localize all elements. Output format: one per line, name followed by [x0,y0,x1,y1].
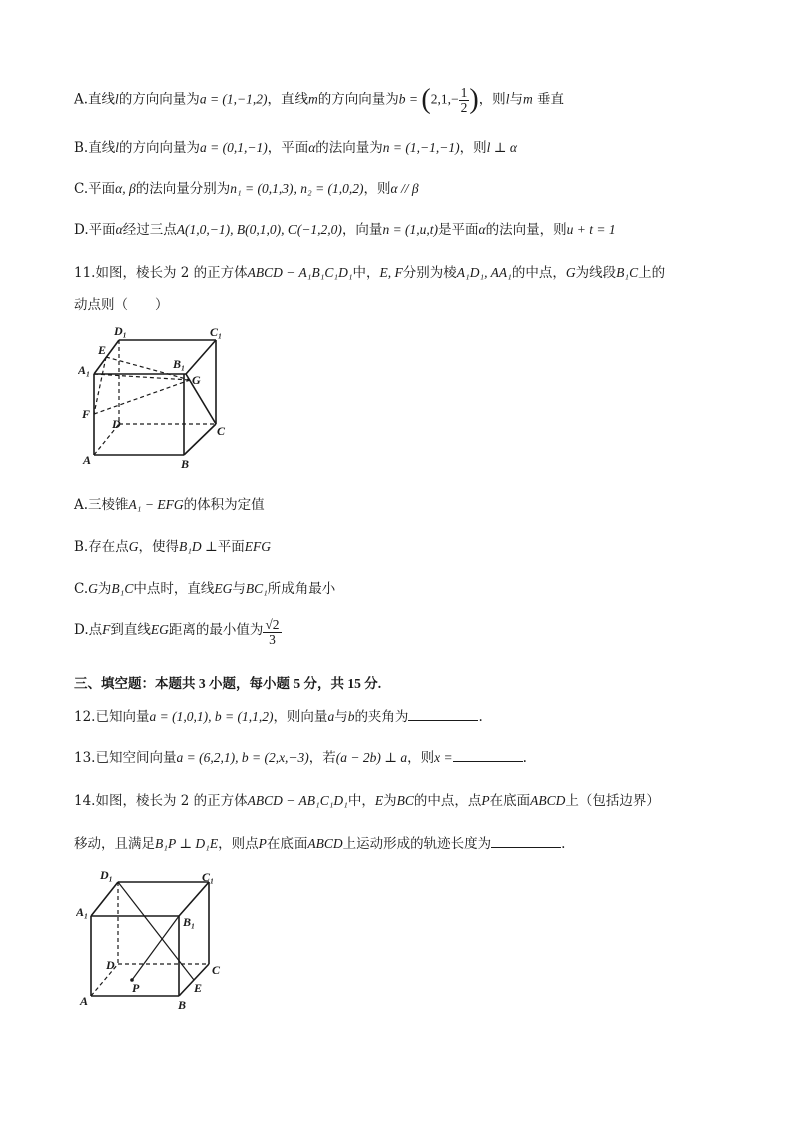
q10-option-b: B.直线l的方向向量为a = (0,1,−1)，平面α的法向量为n = (1,−1,−1)，则l ⊥ α [74,140,517,156]
label-A: A [83,453,92,467]
label-A: A [80,994,89,1008]
q14-line1: 14.如图，棱长为 2 的正方体ABCD − AB₁C₁D₁中，E为BC的中点，点P在底面ABCD上（包括边界） [74,793,660,809]
label-P: P [132,981,140,995]
label-F: F [82,407,91,421]
section-title: 三、填空题：本题共 3 小题，每小题 5 分，共 15 分. [74,676,382,691]
q14-answer-blank[interactable] [491,835,561,848]
label-A1: A₁ [78,363,91,377]
q12-answer-blank[interactable] [408,708,478,721]
label-C1: C₁ [210,325,223,339]
q11-option-a: A.三棱锥A₁ − EFG的体积为定值 [74,497,265,513]
label-D: D [112,417,121,431]
label-C: C [212,963,221,977]
label-B: B [178,998,187,1012]
q11-option-d: D.点F到直线EG距离的最小值为 $\frac{√2}{3}$ [74,617,280,647]
q11-stem-line1: 11.如图，棱长为 2 的正方体ABCD − A₁B₁C₁D₁中，E, F分别为棱A₁D₁, AA₁的中点，G为线段B₁C上的 [74,265,666,281]
label-D1: D₁ [114,324,127,338]
q14-line2: 移动，且满足B₁P ⊥ D₁E，则点P在底面ABCD上运动形成的轨迹长度为 . [74,836,566,852]
q12: 12.已知向量a = (1,0,1), b = (1,1,2)，则向量a与b的夹角为 . [74,709,483,725]
label-B: B [181,457,190,471]
label-C: C [217,424,226,438]
q10-option-c: C.平面α, β的法向量分别为n₁ = (0,1,3), n₂ = (1,0,2)，则α // β [74,181,419,197]
label-A1: A₁ [76,905,89,919]
label-B1: B₁ [183,915,196,929]
label-D: D [106,958,115,972]
label-E: E [194,981,203,995]
q11-cube-figure [78,322,238,472]
q11-option-b: B.存在点G，使得B₁D ⊥平面EFG [74,539,271,555]
label-E: E [98,343,107,357]
label-B1: B₁ [173,357,186,371]
q14-cube-figure [76,866,226,1014]
q13-answer-blank[interactable] [453,749,523,762]
q10-option-a: A.直线l的方向向量为a = (1,−1,2)，直线m的方向向量为b = (2,1,− $\frac{1}{2}$ )，则l与m 垂直 [74,84,564,115]
q11-stem-line2: 动点则（ ） [74,297,169,313]
label-C1: C₁ [202,870,215,884]
q13: 13.已知空间向量a = (6,2,1), b = (2,x,−3)，若(a − 2b) ⊥ a，则x = . [74,750,527,766]
label-D1: D₁ [100,868,113,882]
q11-option-c: C.G为B₁C中点时，直线EG与BC₁所成角最小 [74,581,336,597]
label-G: G [192,373,201,387]
q10-option-d: D.平面α经过三点A(1,0,−1), B(0,1,0), C(−1,2,0)，向量n = (1,u,t)是平面α的法向量，则u + t = 1 [74,222,616,238]
